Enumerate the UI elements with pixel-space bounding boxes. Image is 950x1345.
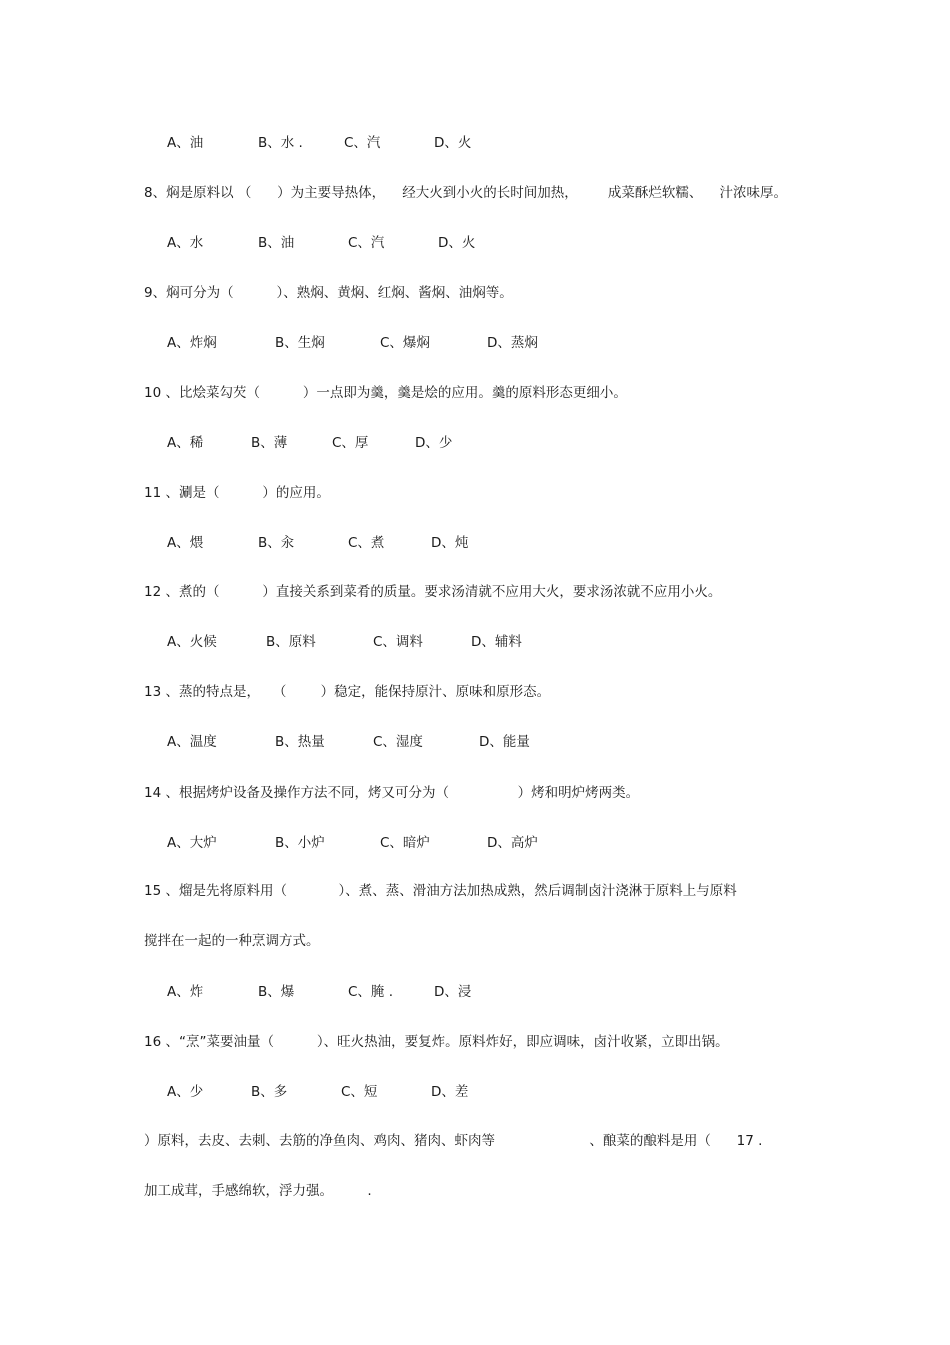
q11-option-d: D、炖: [431, 535, 469, 551]
q16-option-d: D、差: [431, 1084, 469, 1100]
q7-option-b: B、水 .: [258, 135, 303, 151]
q9-option-b: B、生焖: [275, 335, 325, 351]
q12-option-c: C、调料: [373, 634, 423, 650]
q12-option-b: B、原料: [266, 634, 316, 650]
q15-stem-line1: 15 、熘是先将原料用（ ）、煮、蒸、滑油方法加热成熟，然后调制卤汁浇淋于原料上与原料: [144, 883, 737, 899]
q17-stem-line1: ）原料，去皮、去刺、去筋的净鱼肉、鸡肉、猪肉、虾肉等 、酿菜的酿料是用（ 17 .: [144, 1133, 763, 1149]
q9-option-d: D、蒸焖: [487, 335, 538, 351]
q15-stem-line2: 搅拌在一起的一种烹调方式。: [144, 933, 320, 949]
q15-option-c: C、腌 .: [348, 984, 394, 1000]
q9-option-c: C、爆焖: [380, 335, 430, 351]
q12-option-d: D、辅料: [471, 634, 522, 650]
q11-option-b: B、汆: [258, 535, 295, 551]
q13-option-d: D、能量: [479, 734, 530, 750]
q14-option-d: D、高炉: [487, 835, 538, 851]
q8-option-b: B、油: [258, 235, 295, 251]
q10-option-a: A、稀: [167, 435, 204, 451]
q7-option-d: D、火: [434, 135, 472, 151]
q8-option-a: A、水: [167, 235, 204, 251]
q13-stem: 13 、蒸的特点是， （ ）稳定，能保持原汁、原味和原形态。: [144, 684, 551, 700]
q16-option-a: A、少: [167, 1084, 204, 1100]
q12-option-a: A、火候: [167, 634, 217, 650]
q8-stem: 8、焖是原料以 （ ）为主要导热体， 经大火到小火的长时间加热， 成菜酥烂软糯、 汁浓味厚。: [144, 185, 787, 201]
q13-option-b: B、热量: [275, 734, 325, 750]
q14-option-a: A、大炉: [167, 835, 217, 851]
q7-option-c: C、汽: [344, 135, 381, 151]
q8-option-d: D、火: [438, 235, 476, 251]
q11-option-c: C、煮: [348, 535, 385, 551]
q13-option-c: C、湿度: [373, 734, 423, 750]
q17-stem-line2: 加工成茸，手感绵软，浮力强。 .: [144, 1183, 372, 1199]
q9-stem: 9、焖可分为（ ）、熟焖、黄焖、红焖、酱焖、油焖等。: [144, 285, 513, 301]
q10-option-d: D、少: [415, 435, 453, 451]
q10-option-b: B、薄: [251, 435, 288, 451]
q7-option-a: A、油: [167, 135, 204, 151]
q11-stem: 11 、涮是（ ）的应用。: [144, 485, 330, 501]
q10-stem: 10 、比烩菜勾芡（ ）一点即为羹，羹是烩的应用。羹的原料形态更细小。: [144, 385, 627, 401]
q15-option-b: B、爆: [258, 984, 295, 1000]
q13-option-a: A、温度: [167, 734, 217, 750]
q12-stem: 12 、煮的（ ）直接关系到菜肴的质量。要求汤清就不应用大火，要求汤浓就不应用小火。: [144, 584, 722, 600]
q14-stem: 14 、根据烤炉设备及操作方法不同，烤又可分为（ ）烤和明炉烤两类。: [144, 785, 640, 801]
q10-option-c: C、厚: [332, 435, 369, 451]
q15-option-d: D、浸: [434, 984, 472, 1000]
q14-option-b: B、小炉: [275, 835, 325, 851]
q14-option-c: C、暗炉: [380, 835, 430, 851]
q16-option-c: C、短: [341, 1084, 378, 1100]
q16-option-b: B、多: [251, 1084, 288, 1100]
q9-option-a: A、炸焖: [167, 335, 217, 351]
q15-option-a: A、炸: [167, 984, 204, 1000]
q16-stem: 16 、“烹”菜要油量（ ）、旺火热油，要复炸。原料炸好，即应调味，卤汁收紧，立即出锅。: [144, 1034, 729, 1050]
q11-option-a: A、煨: [167, 535, 204, 551]
q8-option-c: C、汽: [348, 235, 385, 251]
